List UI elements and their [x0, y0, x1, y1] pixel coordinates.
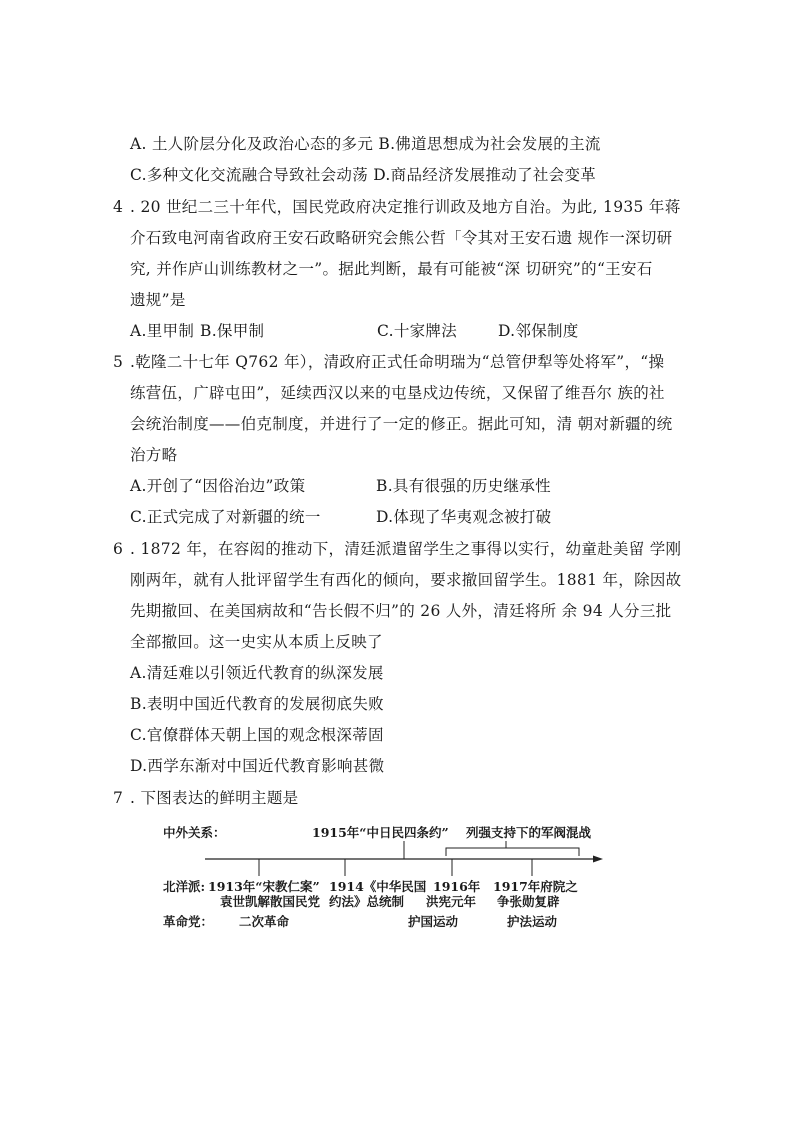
q7-stem: . 下图表达的鲜明主题是	[130, 789, 299, 807]
timeline-arrow-head	[593, 856, 603, 863]
beiyang-1917-line-1: 1917年府院之	[493, 879, 578, 894]
revolution-huguo: 护国运动	[408, 914, 459, 929]
event-1915-treaty: 1915年“中日民四条约”	[312, 825, 449, 840]
beiyang-1913-line-1: 1913年“宋教仁案”	[208, 879, 320, 894]
q3-option-line-ab: A. 土人阶层分化及政治心态的多元 B.佛道思想成为社会发展的主流	[130, 135, 601, 153]
q5-number: 5	[113, 353, 124, 371]
q6-number: 6	[113, 540, 124, 558]
q7-number: 7	[113, 789, 124, 807]
q5-option-b: B.具有很强的历史继承性	[376, 477, 551, 495]
q5-stem-line-4: 治方略	[130, 446, 178, 464]
q5-stem-line-3: 会统治制度——伯克制度，并进行了一定的修正。据此可知，清 朝对新疆的统	[130, 415, 673, 433]
q6-option-a: A.清廷难以引领近代教育的纵深发展	[130, 664, 384, 682]
beiyang-1917-line-2: 争张勋复辟	[497, 894, 560, 909]
q4-option-d: D.邻保制度	[498, 322, 579, 340]
q3-option-line-cd: C.多种文化交流融合导致社会动荡 D.商品经济发展推动了社会变革	[130, 166, 597, 184]
q4-stem-line-4: 遗规”是	[130, 291, 186, 309]
beiyang-1913-line-2: 袁世凯解散国民党	[220, 894, 321, 909]
q6-stem-line-3: 先期撤回、在美国病故和“告长假不归”的 26 人外，清廷将所 余 94 人分三批	[130, 602, 672, 620]
label-beiyang: 北洋派:	[163, 879, 206, 894]
q4-stem-line-1: . 20 世纪二三十年代，国民党政府决定推行训政及地方自治。为此, 1935 年蒋	[130, 198, 681, 216]
q4-stem-line-3: 究, 并作庐山训练教材之一”。据此判断，最有可能被“深 切研究”的“王安石	[130, 260, 653, 278]
beiyang-1914-line-1: 1914《中华民国	[329, 879, 427, 894]
beiyang-1916-line-1: 1916年	[433, 879, 481, 894]
beiyang-1916-line-2: 洪宪元年	[426, 894, 477, 909]
q6-stem-line-2: 刚两年，就有人批评留学生有西化的倾向，要求撤回留学生。1881 年，除因故	[130, 571, 682, 589]
q4-number: 4	[113, 198, 124, 216]
q4-option-c: C.十家牌法	[377, 322, 458, 340]
q6-stem-line-4: 全部撤回。这一史实从本质上反映了	[130, 633, 383, 651]
q6-option-b: B.表明中国近代教育的发展彻底失败	[130, 695, 384, 713]
q5-stem-line-1: .乾隆二十七年 Q762 年），清政府正式任命明瑞为“总管伊犁等处将军”，“操	[130, 353, 665, 371]
beiyang-1914-line-2: 约法》总统制	[329, 894, 405, 909]
q5-option-c: C.正式完成了对新疆的统一	[130, 508, 321, 526]
q6-stem-line-1: . 1872 年，在容闳的推动下，清廷派遣留学生之事得以实行，幼童赴美留 学刚	[130, 540, 682, 558]
q4-stem-line-2: 介石致电河南省政府王安石政略研究会熊公哲「令其对王安石遗 规作一深切研	[130, 229, 673, 247]
q4-option-b: B.保甲制	[200, 322, 265, 340]
warlord-period-bracket	[446, 848, 579, 856]
revolution-hufa: 护法运动	[507, 914, 558, 929]
q6-option-d: D.西学东渐对中国近代教育影响甚微	[130, 757, 385, 775]
q4-option-a: A.里甲制	[130, 322, 195, 340]
event-warlord-conflict: 列强支持下的军阀混战	[466, 825, 592, 840]
q5-stem-line-2: 练营伍，广辟屯田”，延续西汉以来的屯垦戍边传统，又保留了维吾尔 族的社	[130, 384, 665, 402]
label-revolutionary-party: 革命党：	[163, 914, 214, 929]
q6-option-c: C.官僚群体天朝上国的观念根深蒂固	[130, 726, 384, 744]
label-foreign-relations: 中外关系：	[163, 825, 226, 840]
q5-option-a: A.开创了“因俗治边”政策	[130, 477, 306, 495]
q5-option-d: D.体现了华夷观念被打破	[376, 508, 552, 526]
revolution-second: 二次革命	[239, 914, 290, 929]
